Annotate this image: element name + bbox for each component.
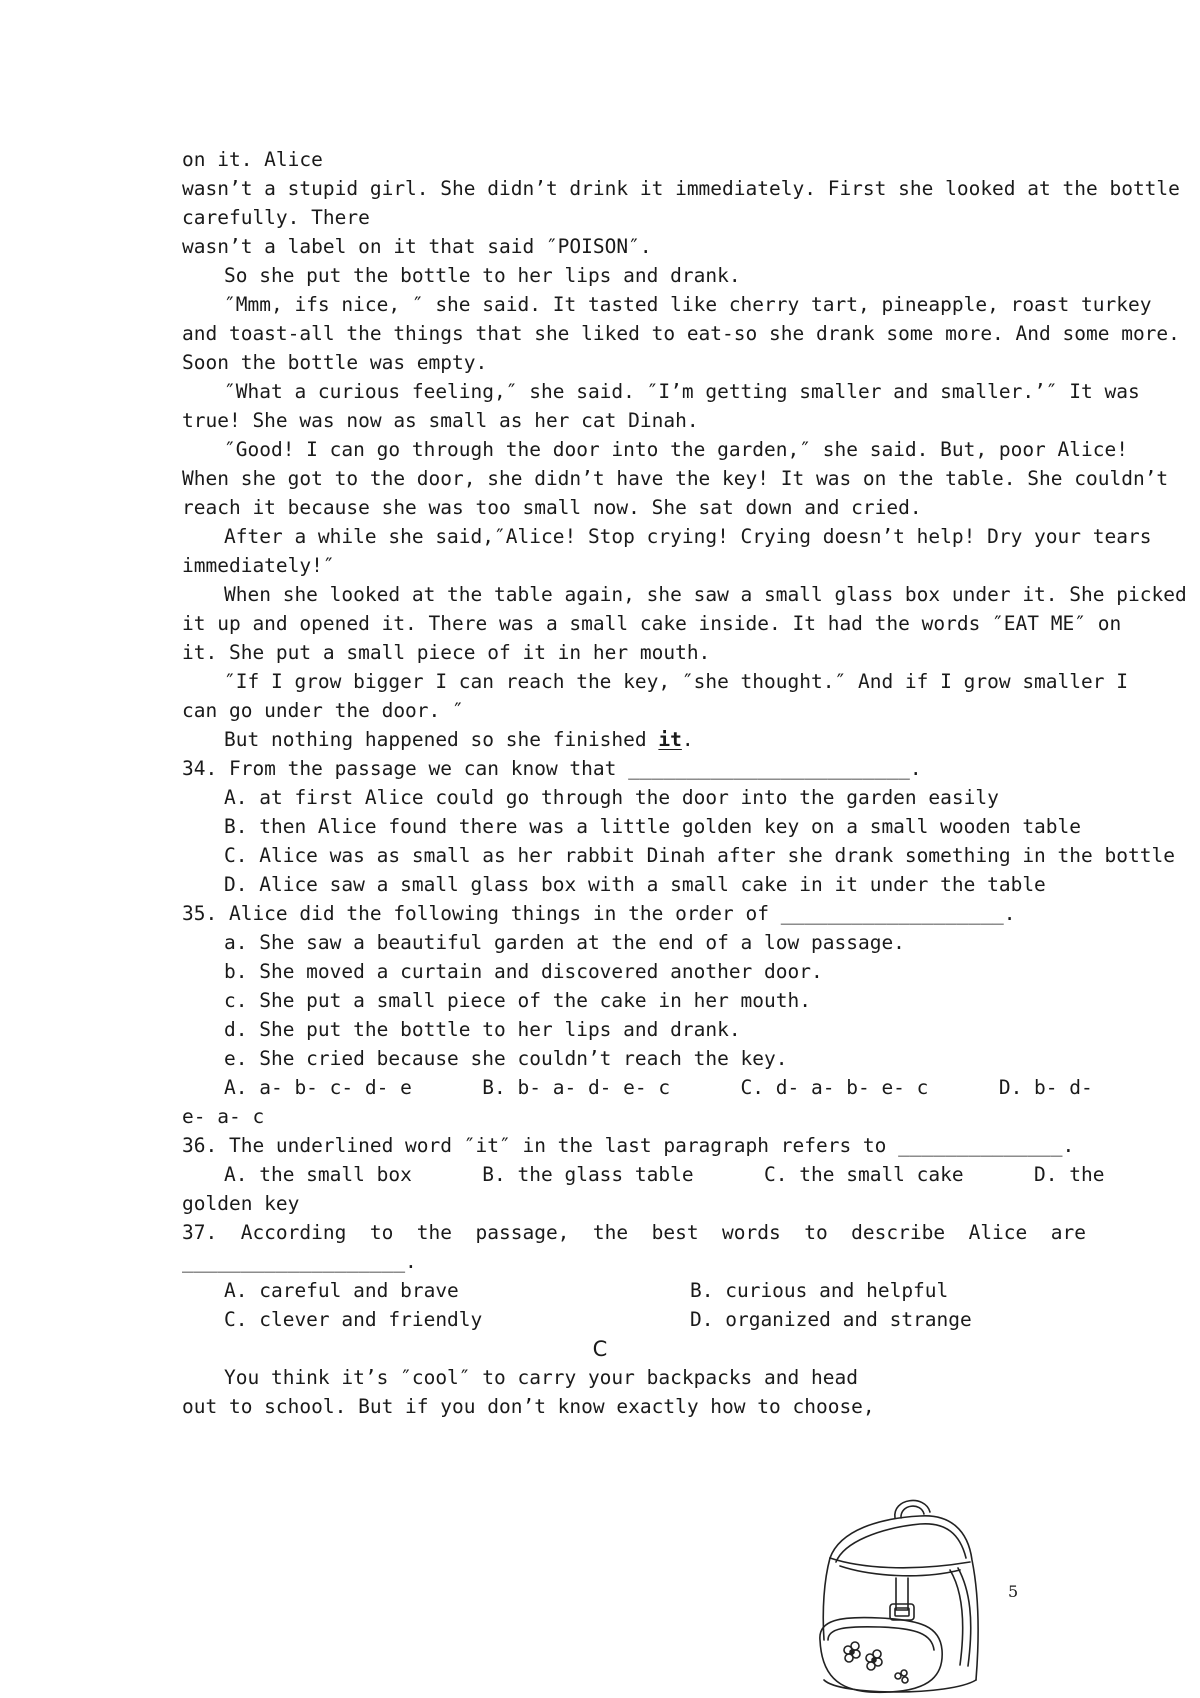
q35-item-a: a. She saw a beautiful garden at the end of a low passage.	[224, 931, 905, 954]
underlined-word: it	[658, 728, 682, 751]
passage-line: wasn’t a label on it that said ″POISON″.	[182, 235, 652, 258]
passage-line: carefully. There	[182, 206, 370, 229]
last-line-text: But nothing happened so she finished	[224, 728, 659, 751]
passage-last-line	[224, 728, 1020, 752]
q37-option-c: C. clever and friendly	[224, 1308, 483, 1331]
passage-line: ″Mmm, ifs nice, ″ she said. It tasted like cherry tart, pineapple, roast turkey	[224, 293, 1152, 316]
passage-line: After a while she said,″Alice! Stop crying! Crying doesn’t help! Dry your tears	[224, 525, 1152, 548]
passage-line: So she put the bottle to her lips and drank.	[224, 264, 741, 287]
q36-options-cont: golden key	[182, 1192, 300, 1215]
q35-options-cont: e- a- c	[182, 1105, 265, 1128]
q35-item-e: e. She cried because she couldn’t reach the key.	[224, 1047, 788, 1070]
passage-line: When she looked at the table again, she saw a small glass box under it. She picked	[224, 583, 1187, 606]
question-36-stem: 36. The underlined word ″it″ in the last paragraph refers to ______________.	[182, 1134, 1075, 1157]
backpack-icon	[800, 1490, 1000, 1698]
q37-option-a: A. careful and brave	[224, 1279, 459, 1302]
question-34-stem: 34. From the passage we can know that ________________________.	[182, 757, 922, 780]
q35-item-d: d. She put the bottle to her lips and drank.	[224, 1018, 741, 1041]
passage-line: wasn’t a stupid girl. She didn’t drink it immediately. First she looked at the bottle	[182, 177, 1180, 200]
passage-line: can go under the door. ″	[182, 699, 464, 722]
passage-line: it. She put a small piece of it in her mouth.	[182, 641, 711, 664]
q34-option-b: B. then Alice found there was a little golden key on a small wooden table	[224, 815, 1082, 838]
passage-line: true! She was now as small as her cat Dinah.	[182, 409, 699, 432]
page-number: 5	[1008, 1582, 1019, 1601]
q37-option-d: D. organized and strange	[690, 1308, 972, 1331]
question-35-stem: 35. Alice did the following things in the order of ___________________.	[182, 902, 1016, 925]
q34-option-c: C. Alice was as small as her rabbit Dinah after she drank something in the bottle	[224, 844, 1175, 867]
q35-item-b: b. She moved a curtain and discovered another door.	[224, 960, 823, 983]
passage-line: it up and opened it. There was a small cake inside. It had the words ″EAT ME″ on	[182, 612, 1122, 635]
section-c-line: out to school. But if you don’t know exactly how to choose,	[182, 1395, 875, 1418]
passage-line: immediately!″	[182, 554, 335, 577]
q35-item-c: c. She put a small piece of the cake in her mouth.	[224, 989, 811, 1012]
q34-option-a: A. at first Alice could go through the door into the garden easily	[224, 786, 999, 809]
passage-line: reach it because she was too small now. She sat down and cried.	[182, 496, 922, 519]
passage-line: on it. Alice	[182, 148, 323, 171]
passage-line: ″If I grow bigger I can reach the key, ″she thought.″ And if I grow smaller I	[224, 670, 1128, 693]
q35-options: A. a- b- c- d- e B. b- a- d- e- c C. d- a- b- e- c D. b- d-	[224, 1076, 1093, 1099]
q34-option-d: D. Alice saw a small glass box with a small cake in it under the table	[224, 873, 1046, 896]
q37-blank: ___________________.	[182, 1250, 417, 1273]
question-37-stem: 37. According to the passage, the best words to describe Alice are	[182, 1221, 1086, 1244]
passage-line: ″Good! I can go through the door into the garden,″ she said. But, poor Alice!	[224, 438, 1128, 461]
last-line-period: .	[681, 728, 694, 751]
section-c-heading: C	[592, 1337, 608, 1361]
passage-line: When she got to the door, she didn’t have the key! It was on the table. She couldn’t	[182, 467, 1169, 490]
passage-line: ″What a curious feeling,″ she said. ″I’m getting smaller and smaller.’″ It was	[224, 380, 1140, 403]
q36-options: A. the small box B. the glass table C. the small cake D. the	[224, 1163, 1105, 1186]
passage-line: and toast-all the things that she liked to eat-so she drank some more. And some more.	[182, 322, 1180, 345]
passage-line: Soon the bottle was empty.	[182, 351, 488, 374]
q37-option-b: B. curious and helpful	[690, 1279, 949, 1302]
section-c-line: You think it’s ″cool″ to carry your backpacks and head	[224, 1366, 858, 1389]
